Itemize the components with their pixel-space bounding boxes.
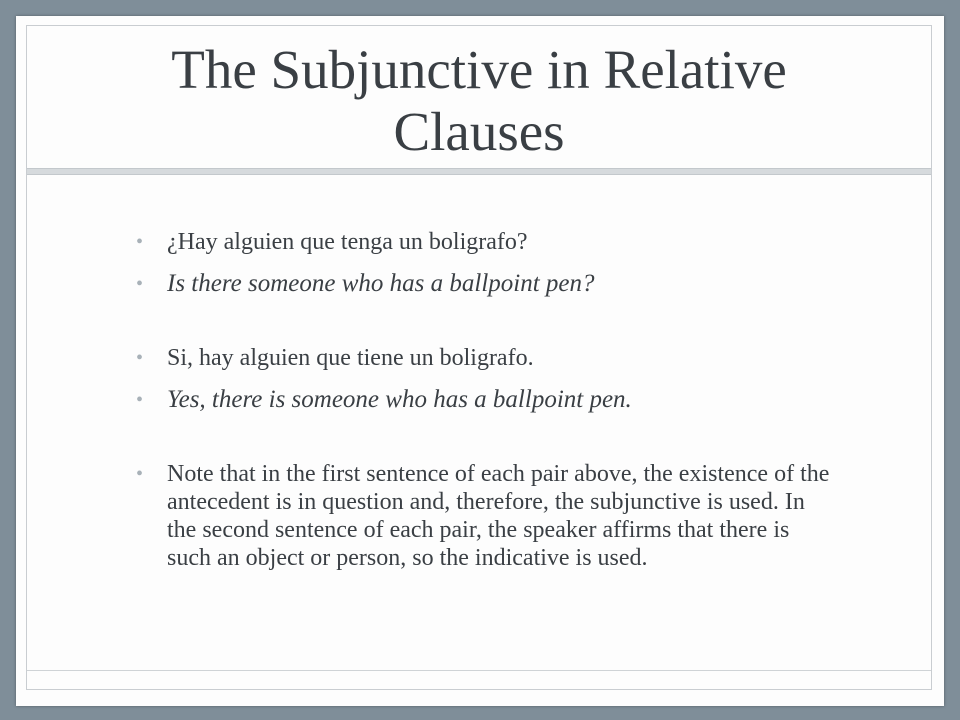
bullet-item (136, 270, 836, 298)
bullet-item (136, 228, 836, 256)
bullet-marker: • (136, 347, 144, 369)
bullet-item (136, 460, 836, 572)
bullet-item (136, 386, 836, 414)
bullet-text: Yes, there is someone who has a ballpoint pen. (167, 386, 632, 413)
bullet-text: ¿Hay alguien que tenga un boligrafo? (167, 229, 528, 255)
bullet-text: Si, hay alguien que tiene un boligrafo. (167, 345, 534, 371)
title-divider (27, 168, 931, 175)
slide (16, 16, 944, 706)
bullet-item (136, 344, 836, 372)
footer-divider (27, 670, 931, 671)
title-area (27, 26, 931, 176)
slide-content (136, 228, 836, 572)
bullet-text: Note that in the first sentence of each pair above, the existence of the antecedent is in question and, therefore, the subjunctive is used. In the second sentence of each pair, the speaker affirms that there is such an object or person, so the indicative is used. (167, 461, 830, 571)
bullet-marker: • (136, 231, 144, 253)
bullet-marker: • (136, 389, 144, 411)
slide-title: The Subjunctive in Relative Clauses (171, 39, 787, 162)
bullet-marker: • (136, 463, 144, 485)
bullet-text: Is there someone who has a ballpoint pen? (167, 270, 595, 297)
bullet-marker: • (136, 273, 144, 295)
